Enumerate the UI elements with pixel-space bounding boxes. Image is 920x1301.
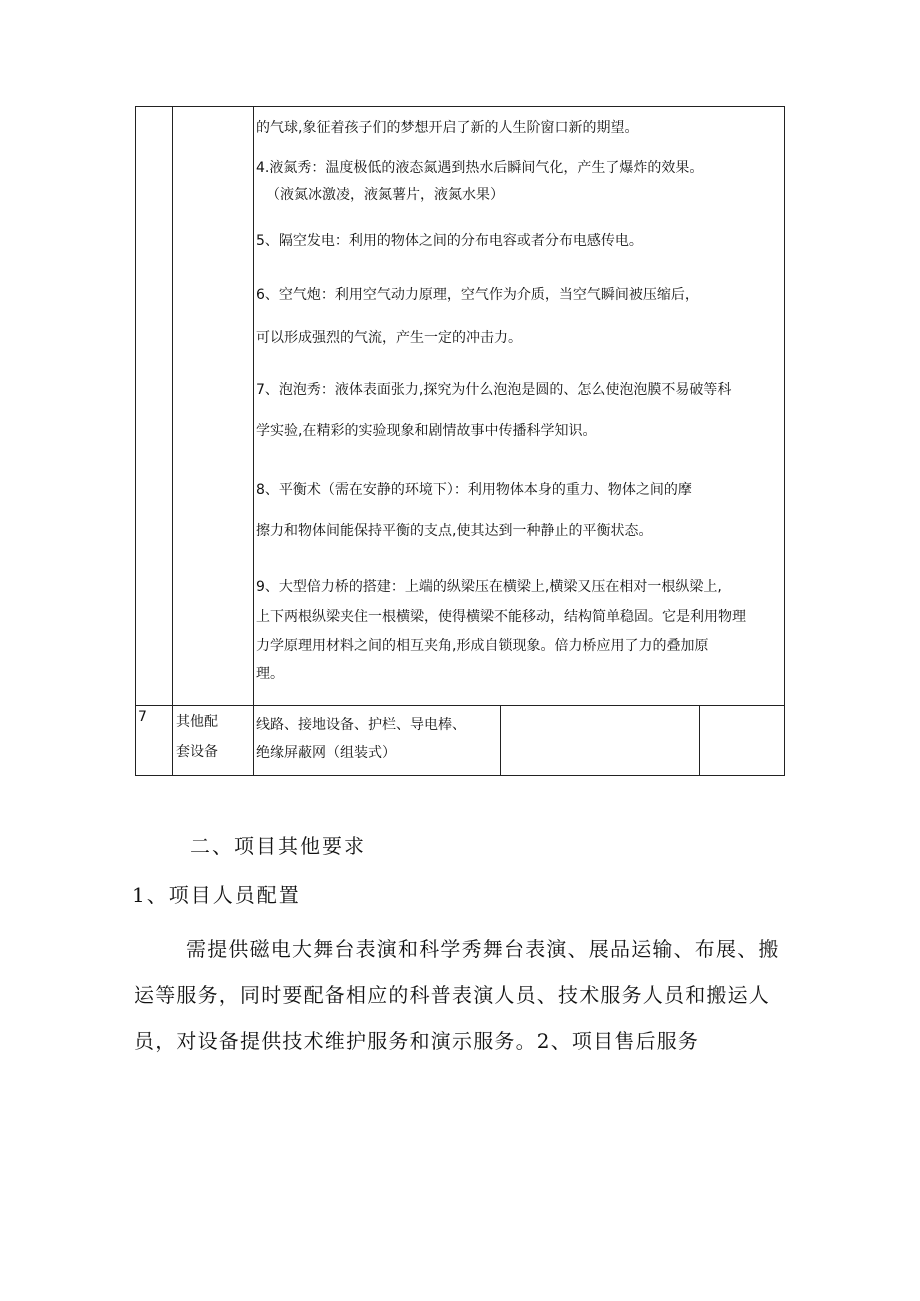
row-text-line-8: 学实验,在精彩的实验现象和剧情故事中传播科学知识。 — [256, 423, 597, 439]
row-text-line-7: 7、泡泡秀：液体表面张力,探究为什么泡泡是圆的、怎么使泡泡膜不易破等科 — [256, 382, 732, 398]
table-left-border — [135, 106, 136, 776]
row7-name-line-2: 套设备 — [176, 744, 218, 760]
subsection-heading: 1、项目人员配置 — [132, 883, 301, 907]
row-text-line-2: 4.液氮秀：温度极低的液态氮遇到热水后瞬间气化，产生了爆炸的效果。 — [256, 160, 704, 176]
col-divider-4 — [699, 705, 700, 776]
row7-desc-line-2: 绝缘屏蔽网（组装式） — [256, 745, 396, 761]
col-divider-2 — [253, 106, 254, 776]
row-text-line-9: 8、平衡术（需在安静的环境下）：利用物体本身的重力、物体之间的摩 — [256, 482, 692, 498]
row-text-line-10: 擦力和物体间能保持平衡的支点,使其达到一种静止的平衡状态。 — [256, 523, 653, 539]
row-text-line-5: 6、空气炮：利用空气动力原理，空气作为介质，当空气瞬间被压缩后， — [256, 287, 699, 303]
section-heading: 二、项目其他要求 — [190, 834, 366, 858]
row-text-line-4: 5、隔空发电：利用的物体之间的分布电容或者分布电感传电。 — [256, 233, 643, 249]
row-text-line-11: 9、大型倍力桥的搭建：上端的纵梁压在横梁上,横梁又压在相对一根纵梁上, — [256, 579, 722, 595]
table-bottom-border — [135, 775, 785, 776]
row7-desc-line-1: 线路、接地设备、护栏、导电棒、 — [256, 717, 466, 733]
row-text-line-6: 可以形成强烈的气流，产生一定的冲击力。 — [256, 330, 522, 346]
row-text-line-13: 力学原理用材料之间的相互夹角,形成自锁现象。倍力桥应用了力的叠加原 — [256, 638, 709, 654]
table-row-divider — [135, 705, 785, 706]
col-divider-3 — [500, 705, 501, 776]
table-top-border — [135, 106, 785, 107]
row7-number: 7 — [138, 709, 147, 725]
table-right-border — [784, 106, 785, 776]
row7-name-line-1: 其他配 — [176, 714, 218, 730]
row-text-line-12: 上下两根纵梁夹住一根横梁，使得横梁不能移动，结构简单稳固。它是利用物理 — [256, 609, 746, 625]
row-text-line-3: （液氮冰激凌，液氮薯片，液氮水果） — [266, 187, 504, 203]
row-text-line-1: 的气球,象征着孩子们的梦想开启了新的人生阶窗口新的期望。 — [256, 120, 639, 136]
row-text-line-14: 理。 — [256, 666, 284, 682]
staffing-paragraph: 需提供磁电大舞台表演和科学秀舞台表演、展品运输、布展、搬运等服务，同时要配备相应的科普表演人员、技术服务人员和搬运人员，对设备提供技术维护服务和演示服务。2、项目售后服务 — [134, 937, 780, 1053]
col-divider-1 — [172, 106, 173, 776]
